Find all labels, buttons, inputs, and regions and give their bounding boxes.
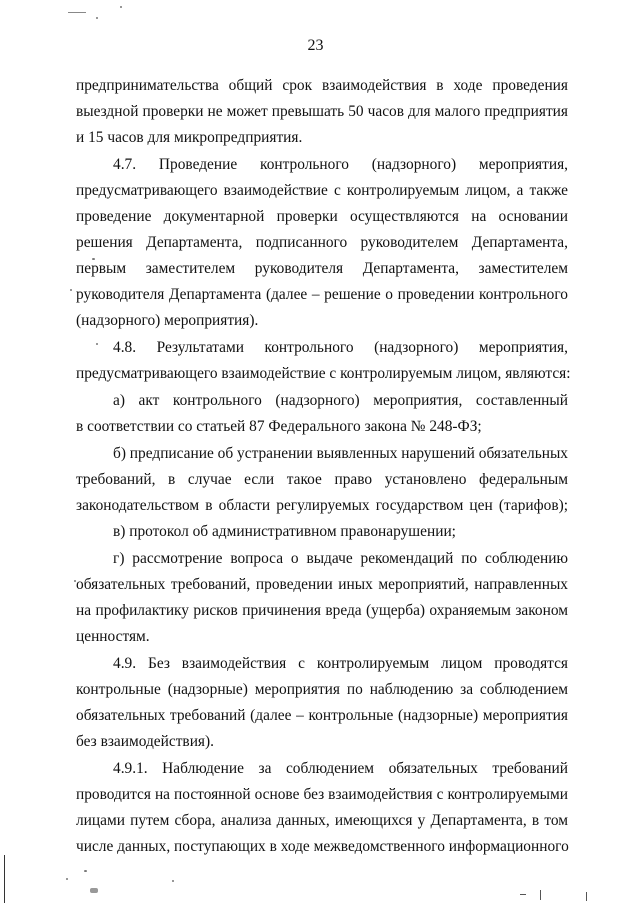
text-line: на профилактику рисков причинения вреда (ущерба) охраняемым законом xyxy=(76,602,568,619)
text-line: обязательных требований, проведении иных мероприятий, направленных xyxy=(76,576,568,593)
text-line: 4.9.1. Наблюдение за соблюдением обязательных требований xyxy=(113,760,568,777)
text-line: требований, в случае если такое право установлено федеральным xyxy=(76,471,568,488)
text-line: законодательством в области регулируемых государством цен (тарифов); xyxy=(76,497,568,514)
text-line: предпринимательства общий срок взаимодействия в ходе проведения xyxy=(76,77,568,94)
scan-speck xyxy=(540,890,541,900)
text-line: руководителя Департамента (далее – решение о проведении контрольного xyxy=(76,286,568,303)
text-line: без взаимодействия). xyxy=(76,733,214,750)
text-line: выездной проверки не может превышать 50 часов для малого предприятия xyxy=(76,103,568,120)
scan-speck xyxy=(520,894,526,895)
scan-speck xyxy=(68,12,86,13)
scan-edge-mark xyxy=(4,855,5,903)
text-line: предусматривающего взаимодействие с контролируемым лицом, являются: xyxy=(76,365,571,382)
text-line: обязательных требований (далее – контрольные (надзорные) мероприятия xyxy=(76,707,568,724)
scan-speck xyxy=(74,580,76,582)
scan-speck xyxy=(90,888,98,893)
text-line: и 15 часов для микропредприятия. xyxy=(76,129,303,146)
text-line: лицами путем сбора, анализа данных, имеющихся у Департамента, в том xyxy=(76,812,568,829)
text-line: в) протокол об административном правонарушении; xyxy=(113,523,456,540)
scan-speck xyxy=(586,892,587,901)
text-line: 4.7. Проведение контрольного (надзорного) мероприятия, xyxy=(113,156,568,173)
text-line: проведение документарной проверки осуществляются на основании xyxy=(76,208,568,225)
text-line: проводится на постоянной основе без взаимодействия с контролируемыми xyxy=(76,786,568,803)
scan-speck xyxy=(172,880,174,882)
text-line: а) акт контрольного (надзорного) мероприятия, составленный xyxy=(113,392,568,409)
text-line: первым заместителем руководителя Департамента, заместителем xyxy=(76,260,568,277)
scan-speck xyxy=(84,870,87,872)
text-line: 4.8. Результатами контрольного (надзорного) мероприятия, xyxy=(113,339,568,356)
text-line: числе данных, поступающих в ходе межведомственного информационного xyxy=(76,838,569,855)
text-line: предусматривающего взаимодействие с контролируемым лицом, а также xyxy=(76,182,568,199)
scan-speck xyxy=(92,258,95,260)
scan-speck xyxy=(96,17,98,19)
page-number: 23 xyxy=(307,37,324,54)
text-line: ценностям. xyxy=(76,628,150,645)
scan-speck xyxy=(66,878,68,880)
text-line: контрольные (надзорные) мероприятия по наблюдению за соблюдением xyxy=(76,681,568,698)
text-line: б) предписание об устранении выявленных нарушений обязательных xyxy=(113,445,569,462)
scan-speck xyxy=(120,6,122,8)
text-line: (надзорного) мероприятия). xyxy=(76,312,259,329)
text-line: решения Департамента, подписанного руководителем Департамента, xyxy=(76,234,568,251)
scan-speck xyxy=(70,289,72,291)
text-line: г) рассмотрение вопроса о выдаче рекомендаций по соблюдению xyxy=(113,550,568,567)
scan-speck xyxy=(96,343,98,345)
text-line: в соответствии со статьей 87 Федерального закона № 248-ФЗ; xyxy=(76,418,482,435)
text-line: 4.9. Без взаимодействия с контролируемым лицом проводятся xyxy=(113,655,568,672)
